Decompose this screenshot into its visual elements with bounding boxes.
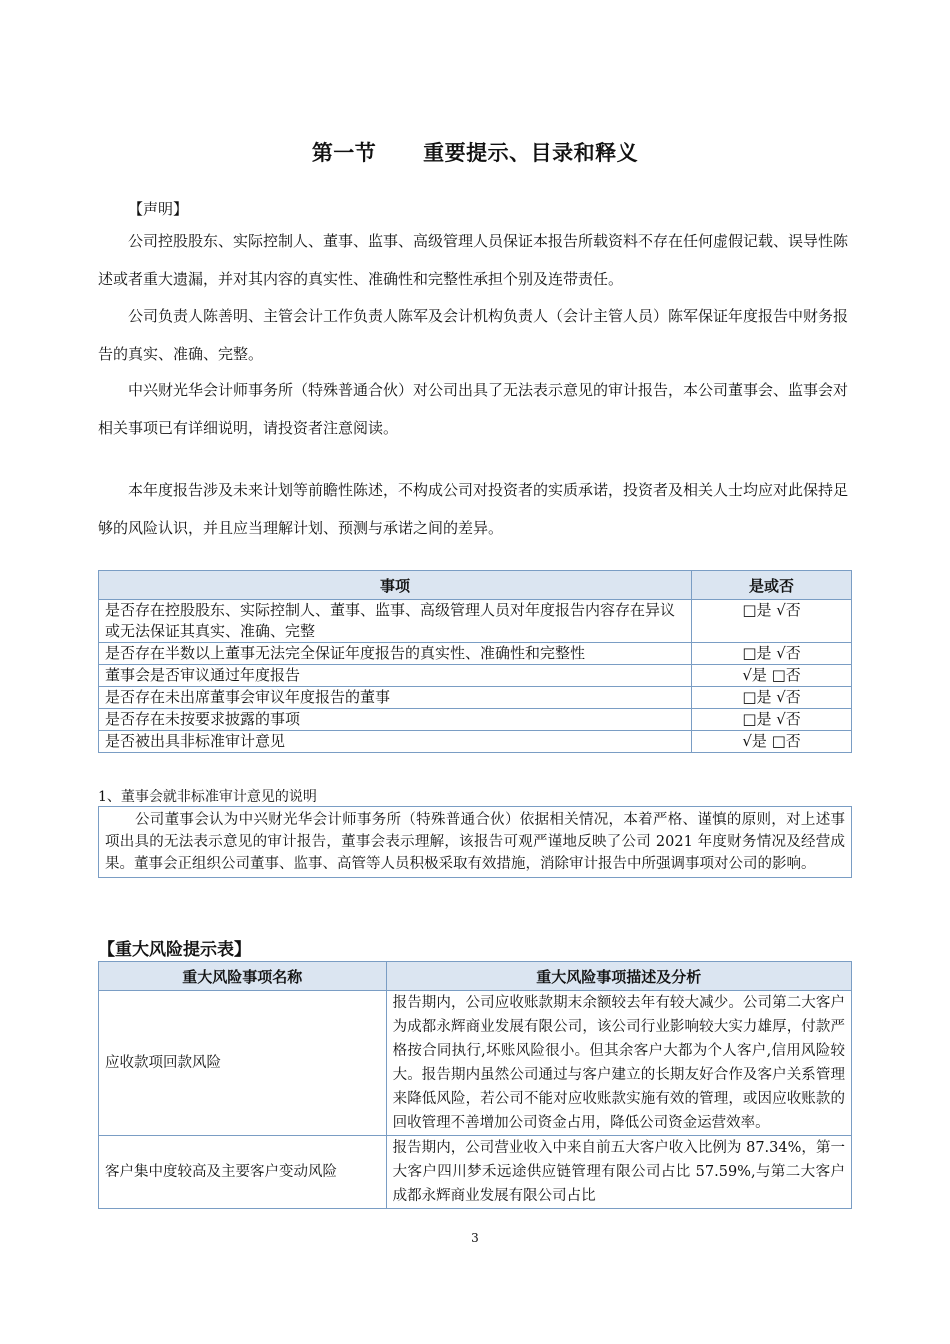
board-note-label: 1、董事会就非标准审计意见的说明 bbox=[98, 789, 317, 805]
table-row bbox=[99, 709, 852, 731]
answer-cell: □是 √否 bbox=[692, 687, 852, 709]
column-header-item: 事项 bbox=[99, 571, 692, 600]
risk-name-cell: 应收款项回款风险 bbox=[99, 991, 387, 1136]
risk-table-heading: 【重大风险提示表】 bbox=[98, 940, 251, 960]
statement-heading: 【声明】 bbox=[128, 200, 189, 218]
answer-cell: □是 √否 bbox=[692, 643, 852, 665]
risk-name-cell: 客户集中度较高及主要客户变动风险 bbox=[99, 1136, 387, 1209]
table-row bbox=[99, 665, 852, 687]
paragraph-audit-opinion: 中兴财光华会计师事务所（特殊普通合伙）对公司出具了无法表示意见的审计报告，本公司董事会、监事会对相关事项已有详细说明，请投资者注意阅读。 bbox=[98, 381, 849, 437]
matters-table bbox=[98, 570, 852, 753]
paragraph-guarantee: 公司控股股东、实际控制人、董事、监事、高级管理人员保证本报告所载资料不存在任何虚假记载、误导性陈述或者重大遗漏，并对其内容的真实性、准确性和完整性承担个别及连带责任。 bbox=[98, 232, 849, 288]
risk-table bbox=[98, 961, 852, 1209]
table-header-row bbox=[99, 571, 852, 600]
item-cell: 是否存在未出席董事会审议年度报告的董事 bbox=[99, 687, 692, 709]
table-row bbox=[99, 731, 852, 753]
page-title: 第一节 重要提示、目录和释义 bbox=[311, 141, 639, 165]
table-row bbox=[99, 643, 852, 665]
table-header-row bbox=[99, 962, 852, 991]
item-cell: 是否存在未按要求披露的事项 bbox=[99, 709, 692, 731]
item-cell: 是否被出具非标准审计意见 bbox=[99, 731, 692, 753]
column-header-risk-name: 重大风险事项名称 bbox=[99, 962, 387, 991]
column-header-answer: 是或否 bbox=[692, 571, 852, 600]
item-cell: 是否存在半数以上董事无法完全保证年度报告的真实性、准确性和完整性 bbox=[99, 643, 692, 665]
column-header-risk-desc: 重大风险事项描述及分析 bbox=[386, 962, 851, 991]
answer-cell: √是 □否 bbox=[692, 731, 852, 753]
table-row bbox=[99, 687, 852, 709]
paragraph-responsible-persons: 公司负责人陈善明、主管会计工作负责人陈军及会计机构负责人（会计主管人员）陈军保证年度报告中财务报告的真实、准确、完整。 bbox=[98, 307, 849, 363]
item-cell: 董事会是否审议通过年度报告 bbox=[99, 665, 692, 687]
item-cell: 是否存在控股股东、实际控制人、董事、监事、高级管理人员对年度报告内容存在异议或无法保证其真实、准确、完整 bbox=[99, 600, 692, 643]
risk-desc-cell: 报告期内，公司营业收入中来自前五大客户收入比例为 87.34%，第一大客户四川梦禾远途供应链管理有限公司占比 57.59%,与第二大客户成都永辉商业发展有限公司占比 bbox=[386, 1136, 851, 1209]
answer-cell: □是 √否 bbox=[692, 600, 852, 643]
board-note-text: 公司董事会认为中兴财光华会计师事务所（特殊普通合伙）依据相关情况，本着严格、谨慎的原则，对上述事项出具的无法表示意见的审计报告，董事会表示理解，该报告可观严谨地反映了公司 2021 年度财务情况及经营成果。董事会正组织公司董事、监事、高管等人员积极采取有效措施，消除审计报告中所强调事项对公司的影响。 bbox=[98, 806, 852, 878]
risk-desc-cell: 报告期内，公司应收账款期末余额较去年有较大减少。公司第二大客户为成都永辉商业发展有限公司，该公司行业影响较大实力雄厚，付款严格按合同执行,坏账风险很小。但其余客户大都为个人客户,信用风险较大。报告期内虽然公司通过与客户建立的长期友好合作及客户关系管理来降低风险，若公司不能对应收账款实施有效的管理，或因应收账款的回收管理不善增加公司资金占用，降低公司资金运营效率。 bbox=[386, 991, 851, 1136]
paragraph-forward-looking: 本年度报告涉及未来计划等前瞻性陈述，不构成公司对投资者的实质承诺，投资者及相关人士均应对此保持足够的风险认识，并且应当理解计划、预测与承诺之间的差异。 bbox=[98, 481, 849, 537]
answer-cell: √是 □否 bbox=[692, 665, 852, 687]
table-row bbox=[99, 991, 852, 1136]
table-row bbox=[99, 1136, 852, 1209]
answer-cell: □是 √否 bbox=[692, 709, 852, 731]
page-number: 3 bbox=[471, 1231, 479, 1245]
table-row bbox=[99, 600, 852, 643]
